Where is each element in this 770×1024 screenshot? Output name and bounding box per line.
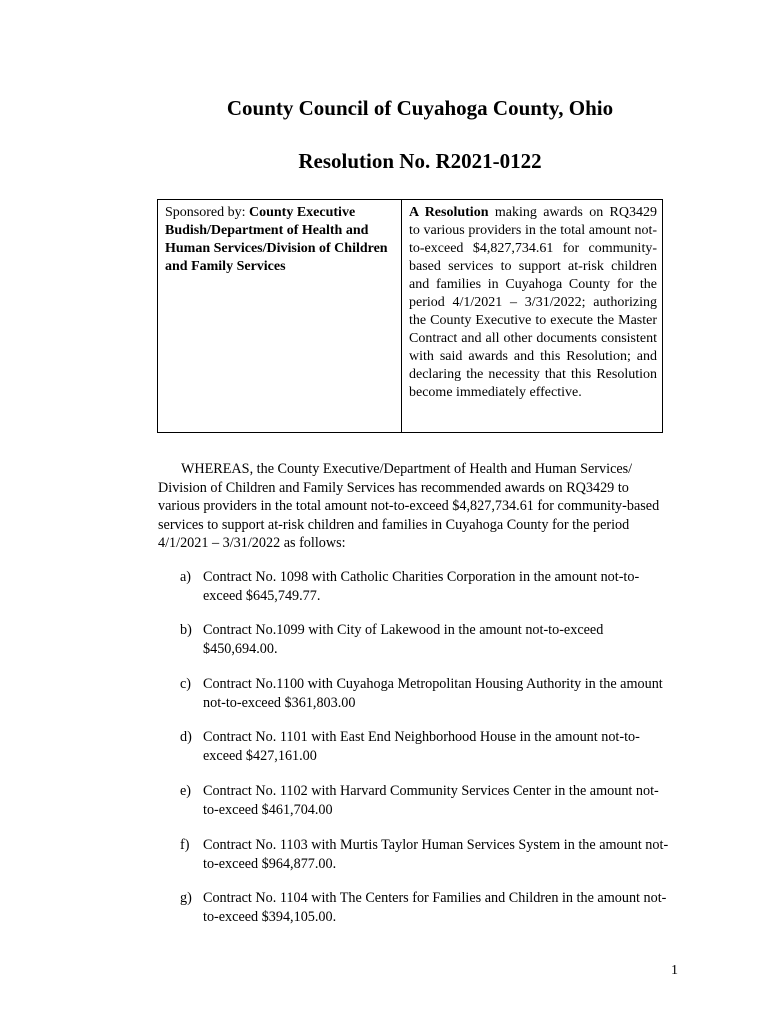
whereas-paragraph bbox=[158, 460, 664, 553]
resolution-summary-table bbox=[157, 199, 663, 433]
list-marker: g) bbox=[180, 890, 192, 906]
sponsor-cell bbox=[165, 204, 393, 276]
summary-lead: A Resolution bbox=[409, 205, 489, 220]
list-marker: c) bbox=[180, 676, 192, 692]
list-marker: f) bbox=[180, 837, 190, 853]
whereas-text: WHEREAS, the County Executive/Department of Health and Human Services/ Division of Children and Family Services has recommended awards on RQ3429 to various providers in the total amount not-to-exceed $4,827,734.61 for community-based services to support at-risk children and families in Cuyahoga County for the period 4/1/2021 – 3/31/2022 as follows: bbox=[158, 461, 660, 551]
list-marker: d) bbox=[180, 729, 192, 745]
table-column-divider bbox=[401, 200, 402, 432]
summary-text: making awards on RQ3429 to various providers in the total amount not-to-exceed $4,827,734.61 for community-based services to support at-risk children and families in Cuyahoga County for the period 4/1/2021 – 3/31/2022; authorizing the County Executive to execute the Master Contract and all other documents consistent with said awards and this Resolution; and declaring the necessity that this Resolution become immediately effective. bbox=[409, 205, 657, 400]
contract-text: Contract No.1099 with City of Lakewood in the amount not-to-exceed $450,694.00. bbox=[203, 622, 604, 657]
contract-text: Contract No. 1104 with The Centers for Families and Children in the amount not-to-exceed $394,105.00. bbox=[203, 890, 667, 925]
contract-text: Contract No. 1098 with Catholic Charities Corporation in the amount not-to-exceed $645,749.77. bbox=[203, 569, 640, 604]
page-number: 1 bbox=[671, 963, 678, 978]
contract-text: Contract No. 1102 with Harvard Community Services Center in the amount not-to-exceed $461,704.00 bbox=[203, 783, 659, 818]
sponsor-prefix: Sponsored by: bbox=[165, 205, 249, 220]
resolution-number: Resolution No. R2021-0122 bbox=[298, 149, 542, 173]
contract-text: Contract No.1100 with Cuyahoga Metropolitan Housing Authority in the amount not-to-exceed $361,803.00 bbox=[203, 676, 663, 711]
sponsor-name: County Executive Budish/Department of Health and Human Services/Division of Children and Family Services bbox=[165, 205, 388, 274]
list-marker: e) bbox=[180, 783, 192, 799]
council-title: County Council of Cuyahoga County, Ohio bbox=[226, 96, 614, 120]
contract-text: Contract No. 1103 with Murtis Taylor Human Services System in the amount not-to-exceed $964,877.00. bbox=[203, 837, 669, 872]
list-marker: b) bbox=[180, 622, 192, 638]
summary-cell bbox=[409, 204, 657, 402]
contract-text: Contract No. 1101 with East End Neighborhood House in the amount not-to-exceed $427,161.00 bbox=[203, 729, 640, 764]
list-marker: a) bbox=[180, 569, 192, 585]
